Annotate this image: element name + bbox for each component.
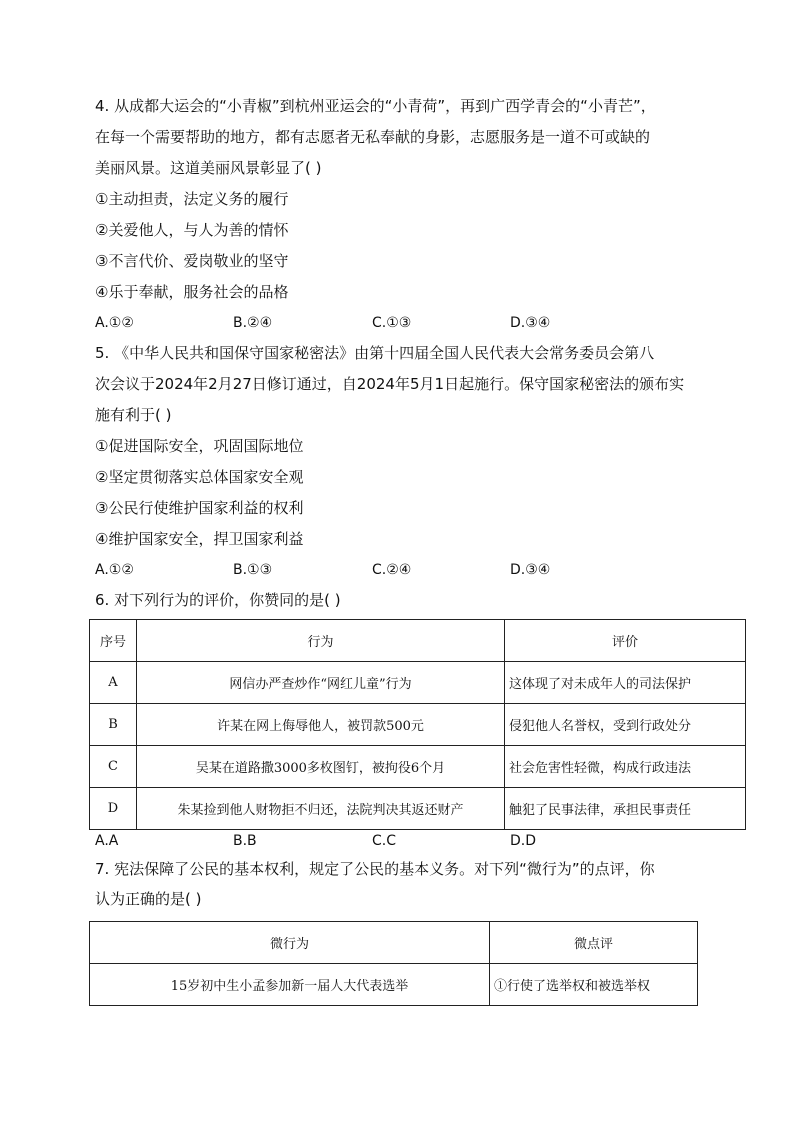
q4-options bbox=[95, 312, 695, 334]
q4-stem-line-1: 4. 从成都大运会的“小青椒”到杭州亚运会的“小青荷”，再到广西学青会的“小青芒”， bbox=[95, 97, 656, 115]
q5-option-a[interactable]: A.①② bbox=[95, 562, 134, 578]
q7-table-header-row bbox=[90, 922, 698, 964]
q4-item-1: ①主动担责，法定义务的履行 bbox=[95, 190, 289, 208]
q4-option-d[interactable]: D.③④ bbox=[510, 315, 551, 331]
q4-item-3: ③不言代价、爱岗敬业的坚守 bbox=[95, 252, 289, 270]
q7-stem-line-1: 7. 宪法保障了公民的基本权利，规定了公民的基本义务。对下列“微行为”的点评，你 bbox=[95, 860, 655, 878]
q4-stem-line-2: 在每一个需要帮助的地方，都有志愿者无私奉献的身影，志愿服务是一道不可或缺的 bbox=[95, 128, 651, 146]
table-row bbox=[90, 662, 746, 704]
q6-row-a-evaluation: 这体现了对未成年人的司法保护 bbox=[505, 662, 746, 704]
q6-header-evaluation: 评价 bbox=[505, 620, 746, 662]
q5-options bbox=[95, 559, 695, 581]
q4-item-4: ④乐于奉献，服务社会的品格 bbox=[95, 283, 289, 301]
q7-row-1-comment: ①行使了选举权和被选举权 bbox=[490, 964, 698, 1006]
q4-option-b[interactable]: B.②④ bbox=[233, 315, 273, 331]
q6-options bbox=[95, 830, 695, 852]
q6-row-d-number: D bbox=[90, 788, 137, 830]
table-row bbox=[90, 964, 698, 1006]
q4-option-a[interactable]: A.①② bbox=[95, 315, 134, 331]
q6-table-header-row bbox=[90, 620, 746, 662]
q5-option-c[interactable]: C.②④ bbox=[372, 562, 412, 578]
q6-row-b-behavior: 许某在网上侮辱他人，被罚款500元 bbox=[137, 704, 505, 746]
q6-row-c-number: C bbox=[90, 746, 137, 788]
q5-item-1: ①促进国际安全，巩固国际地位 bbox=[95, 437, 304, 455]
q5-stem-line-1: 5. 《中华人民共和国保守国家秘密法》由第十四届全国人民代表大会常务委员会第八 bbox=[95, 344, 655, 362]
q7-table bbox=[89, 921, 698, 1006]
q4-option-c[interactable]: C.①③ bbox=[372, 315, 412, 331]
q6-row-c-evaluation: 社会危害性轻微，构成行政违法 bbox=[505, 746, 746, 788]
q7-row-1-behavior: 15岁初中生小孟参加新一届人大代表选举 bbox=[90, 964, 490, 1006]
q5-stem-line-2: 次会议于2024年2月27日修订通过，自2024年5月1日起施行。保守国家秘密法的颁布实 bbox=[95, 375, 685, 393]
table-row bbox=[90, 746, 746, 788]
q5-stem-line-3: 施有利于( ) bbox=[95, 406, 172, 424]
q6-row-b-evaluation: 侵犯他人名誉权，受到行政处分 bbox=[505, 704, 746, 746]
q6-option-a[interactable]: A.A bbox=[95, 833, 119, 849]
q6-row-a-behavior: 网信办严查炒作“网红儿童”行为 bbox=[137, 662, 505, 704]
q6-option-b[interactable]: B.B bbox=[233, 833, 257, 849]
q7-stem-line-2: 认为正确的是( ) bbox=[95, 890, 202, 908]
q5-item-3: ③公民行使维护国家利益的权利 bbox=[95, 499, 304, 517]
q6-option-d[interactable]: D.D bbox=[510, 833, 537, 849]
q5-item-2: ②坚定贯彻落实总体国家安全观 bbox=[95, 468, 304, 486]
q6-header-number: 序号 bbox=[90, 620, 137, 662]
table-row bbox=[90, 704, 746, 746]
q6-row-b-number: B bbox=[90, 704, 137, 746]
q5-item-4: ④维护国家安全，捍卫国家利益 bbox=[95, 530, 304, 548]
q6-table bbox=[89, 619, 746, 830]
q6-header-behavior: 行为 bbox=[137, 620, 505, 662]
q6-option-c[interactable]: C.C bbox=[372, 833, 397, 849]
q5-option-b[interactable]: B.①③ bbox=[233, 562, 273, 578]
q6-row-d-evaluation: 触犯了民事法律，承担民事责任 bbox=[505, 788, 746, 830]
q7-header-behavior: 微行为 bbox=[90, 922, 490, 964]
q4-item-2: ②关爱他人，与人为善的情怀 bbox=[95, 221, 289, 239]
q7-header-comment: 微点评 bbox=[490, 922, 698, 964]
table-row bbox=[90, 788, 746, 830]
q6-row-d-behavior: 朱某捡到他人财物拒不归还，法院判决其返还财产 bbox=[137, 788, 505, 830]
q4-stem-line-3: 美丽风景。这道美丽风景彰显了( ) bbox=[95, 159, 322, 177]
q5-option-d[interactable]: D.③④ bbox=[510, 562, 551, 578]
q6-row-c-behavior: 吴某在道路撒3000多枚图钉，被拘役6个月 bbox=[137, 746, 505, 788]
q6-stem-line-1: 6. 对下列行为的评价，你赞同的是( ) bbox=[95, 591, 341, 609]
q6-row-a-number: A bbox=[90, 662, 137, 704]
